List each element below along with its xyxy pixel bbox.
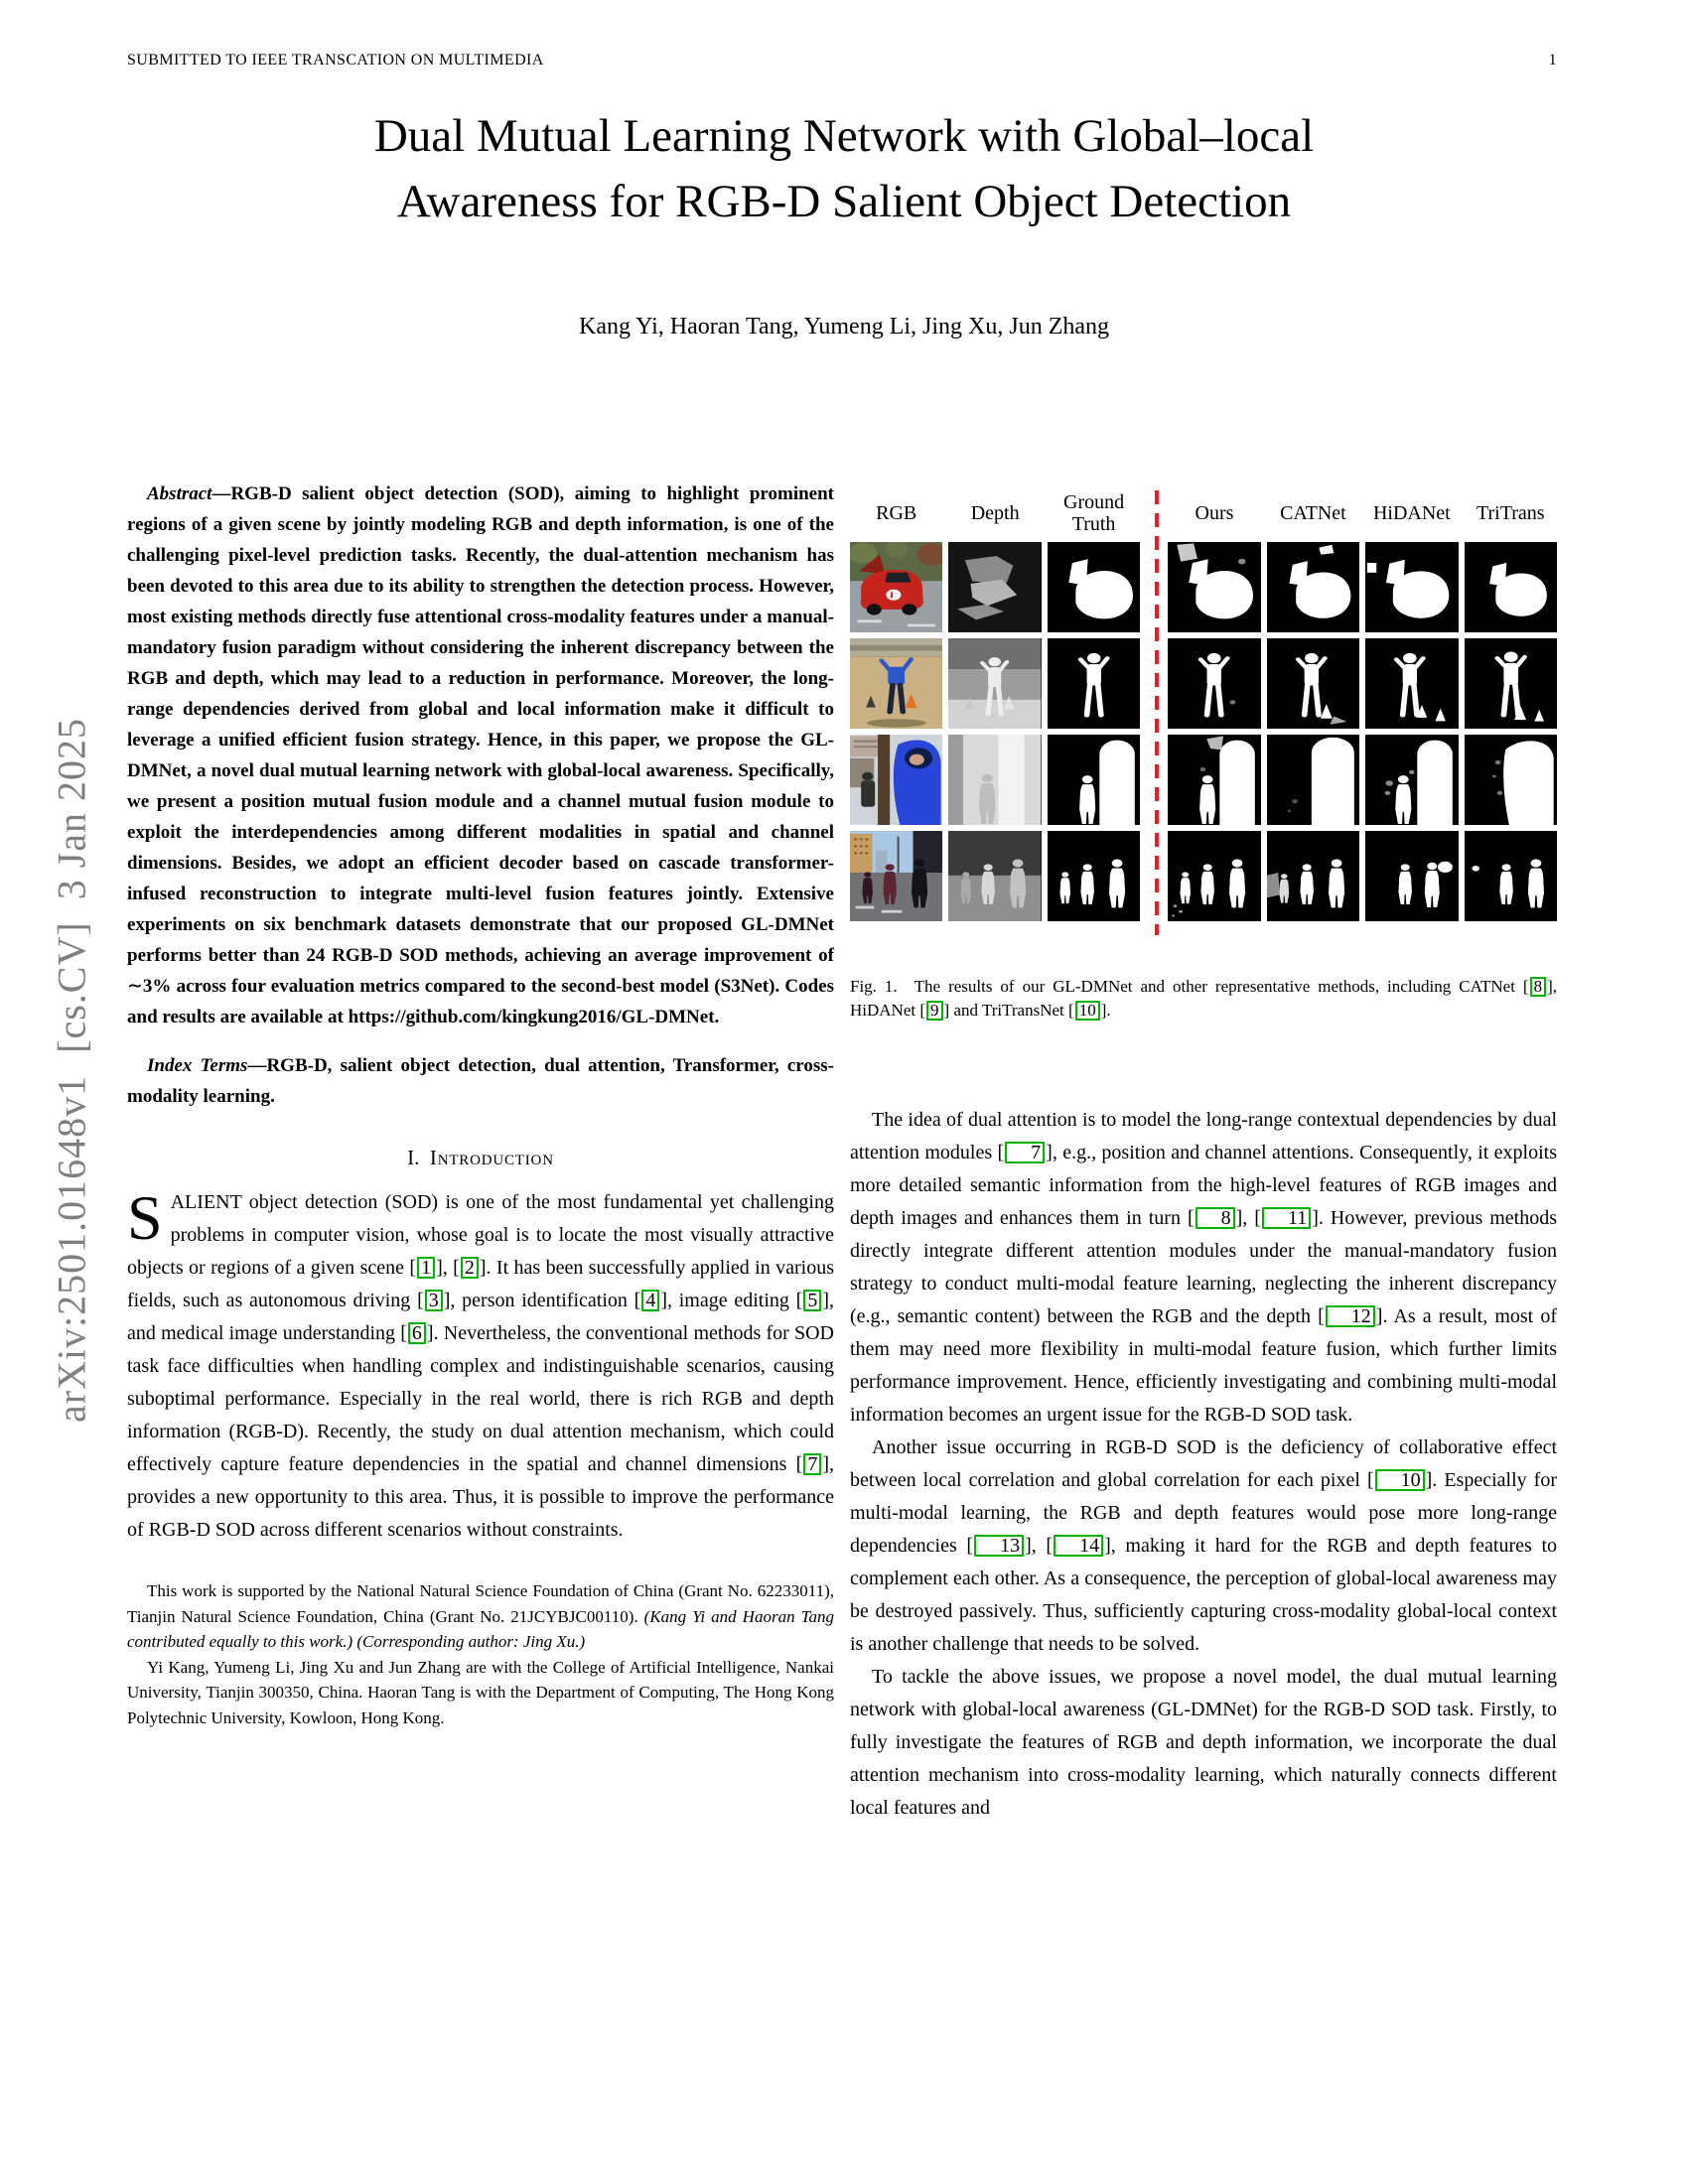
- fig1-col-catnet: CATNet: [1280, 501, 1346, 524]
- fig1-cell-r4-gt: [1048, 831, 1140, 921]
- citation-ref-4[interactable]: 4: [641, 1290, 659, 1311]
- index-terms-label: Index Terms: [147, 1055, 248, 1076]
- fig1-col-depth: Depth: [970, 501, 1020, 524]
- fig1-col-ground-truth: Ground Truth: [1063, 490, 1125, 535]
- citation-ref-9[interactable]: 9: [926, 1001, 943, 1021]
- fig1-cell-r4-catnet: [1267, 831, 1359, 921]
- citation-ref-10[interactable]: 10: [1375, 1469, 1425, 1491]
- fig1-cell-r3-hidanet: [1365, 735, 1458, 825]
- fig1-col-tritrans: TriTrans: [1476, 501, 1545, 524]
- citation-ref-1[interactable]: 1: [417, 1257, 435, 1279]
- fig1-cell-r4-rgb: [850, 831, 942, 921]
- section-title: Introduction: [429, 1146, 554, 1169]
- page-number: 1: [1548, 52, 1557, 68]
- figure-1-caption: Fig. 1. The results of our GL-DMNet and other representative methods, including CATNet [ 8 ], HiDANet [ 9 ] and TriTransNet [ 10 ].: [850, 977, 1557, 1020]
- abstract-label: Abstract: [147, 483, 212, 504]
- fig1-col-hidanet: HiDANet: [1372, 501, 1451, 524]
- right-column-body: [850, 1104, 1557, 1825]
- citation-ref-6[interactable]: 6: [408, 1322, 426, 1344]
- fig1-cell-r1-ours: [1168, 542, 1260, 632]
- fig1-cell-r1-tritrans: [1465, 542, 1557, 632]
- authors-line: Kang Yi, Haoran Tang, Yumeng Li, Jing Xu, Jun Zhang: [578, 314, 1110, 340]
- fig1-cell-r3-ours: [1168, 735, 1260, 825]
- header-journal: SUBMITTED TO IEEE TRANSCATION ON MULTIMEDIA: [127, 52, 544, 68]
- fig1-cell-r2-hidanet: [1365, 638, 1458, 729]
- citation-ref-7[interactable]: 7: [1005, 1142, 1045, 1163]
- figure-1: [850, 478, 1557, 1023]
- fig1-cell-r1-catnet: [1267, 542, 1359, 632]
- dropcap: S: [127, 1182, 163, 1253]
- body-paragraph-dual-attention: The idea of dual attention is to model the long-range contextual dependencies by dual attention modules [ 7 ], e.g., position and channel attentions. Consequently, it exploits more detailed semantic information from the high-level features of RGB images and depth images and enhances them in turn [ 8 ], [ 11 ]. However, previous methods directly integrate different attention modules under the manual-mandatory fusion strategy to conduct multi-modal feature learning, neglecting the inherent discrepancy (e.g., semantic content) between the RGB and the depth [ 12 ]. As a result, most of them may need more flexibility in multi-modal feature fusion, which further limits performance improvement. Hence, efficiently investigating and combining multi-modal information becomes an urgent issue for the RGB-D SOD task.: [850, 1109, 1558, 1426]
- fig1-col-ours: Ours: [1195, 501, 1234, 524]
- fig1-cell-r4-hidanet: [1365, 831, 1458, 921]
- fig1-cell-r4-tritrans: [1465, 831, 1557, 921]
- fig1-cell-r2-tritrans: [1465, 638, 1557, 729]
- body-paragraph-global-local: Another issue occurring in RGB-D SOD is the deficiency of collaborative effect between local correlation and global correlation for each pixel [ 10 ]. Especially for multi-modal learning, the RGB and depth features would pose more long-range dependencies [ 13 ], [ 14 ], making it hard for the RGB and depth features to complement each other. As a consequence, the perception of global-local awareness may be destroyed passively. Thus, sufficiently capturing cross-modality global-local context is another challenge that needs to be solved.: [850, 1436, 1558, 1655]
- citation-ref-13[interactable]: 13: [974, 1535, 1024, 1557]
- footnote-italic-note: (Kang Yi and Haoran Tang contributed equally to this work.) (Corresponding author: Jing Xu.): [127, 1606, 835, 1651]
- citation-ref-3[interactable]: 3: [425, 1290, 443, 1311]
- citation-ref-2[interactable]: 2: [461, 1257, 479, 1279]
- citation-ref-8[interactable]: 8: [1530, 977, 1547, 997]
- citation-ref-12[interactable]: 12: [1326, 1305, 1375, 1327]
- arxiv-identifier: arXiv:2501.01648v1 [cs.CV] 3 Jan 2025: [49, 717, 94, 1424]
- index-terms-paragraph: [127, 1050, 834, 1112]
- fig1-cell-r4-depth: [948, 831, 1041, 921]
- code-repository-link[interactable]: https://github.com/kingkung2016/GL-DMNet: [348, 1007, 715, 1027]
- figure-1-grid: [850, 490, 1557, 921]
- introduction-paragraph: [127, 1182, 835, 1547]
- citation-ref-10[interactable]: 10: [1075, 1001, 1100, 1021]
- fig1-cell-r3-gt: [1048, 735, 1140, 825]
- fig1-cell-r3-rgb: [850, 735, 942, 825]
- fig1-cell-r1-depth: [948, 542, 1041, 632]
- body-paragraph-proposed-model: To tackle the above issues, we propose a novel model, the dual mutual learning network with global-local awareness (GL-DMNet) for the RGB-D SOD task. Firstly, to fully investigate the features of RGB and depth information, we incorporate the dual attention mechanism into cross-modality learning, which naturally connects different local features and: [850, 1666, 1557, 1819]
- citation-ref-11[interactable]: 11: [1262, 1207, 1311, 1229]
- section-number: I.: [407, 1146, 420, 1169]
- introduction-text: ALIENT object detection (SOD) is one of the most fundamental yet challenging problems in computer vision, whose goal is to locate the most visually attractive objects or regions of a given scene [ 1 ], [ 2 ]. It has been successfully applied in various fields, such as autonomous driving [ 3 ], person identification [ 4 ], image editing [ 5 ], and medical image understanding [ 6 ]. Nevertheless, the conventional methods for SOD task face difficulties when handling complex and indistinguishable scenarios, causing suboptimal performance. Especially in the real world, there is rich RGB and depth information (RGB-D). Recently, the study on dual attention mechanism, which could effectively capture feature dependencies in the spatial and channel dimensions [ 7 ], provides a new opportunity to this area. Thus, it is possible to improve the performance of RGB-D SOD across different scenarios without constraints.: [127, 1191, 835, 1541]
- footnote-funding: This work is supported by the National Natural Science Foundation of China (Grant No. 62233011), Tianjin Natural Science Foundation, China (Grant No. 21JCYBJC00110). (Kang Yi and Haoran Tang contributed equally to this work.) (Corresponding author: Jing Xu.): [127, 1581, 835, 1651]
- fig1-cell-r1-hidanet: [1365, 542, 1458, 632]
- citation-ref-8[interactable]: 8: [1196, 1207, 1235, 1229]
- fig1-cell-r1-rgb: [850, 542, 942, 632]
- running-header: [127, 52, 1557, 69]
- citation-ref-14[interactable]: 14: [1054, 1535, 1103, 1557]
- fig1-cell-r2-gt: [1048, 638, 1140, 729]
- fig1-cell-r4-ours: [1168, 831, 1260, 921]
- fig1-cell-r2-rgb: [850, 638, 942, 729]
- fig1-cell-r3-tritrans: [1465, 735, 1557, 825]
- paper-title-line2: Awareness for RGB-D Salient Object Detection: [396, 176, 1292, 227]
- fig1-cell-r1-gt: [1048, 542, 1140, 632]
- footnote-affiliations: Yi Kang, Yumeng Li, Jing Xu and Jun Zhang are with the College of Artificial Intelligence, Nankai University, Tianjin 300350, China. Haoran Tang is with the Department of Computing, The Hong Kong Polytechnic University, Kowloon, Hong Kong.: [127, 1657, 834, 1727]
- footnote-block: [127, 1578, 834, 1730]
- citation-ref-5[interactable]: 5: [803, 1290, 821, 1311]
- section-heading-introduction: [127, 1146, 834, 1170]
- paper-title-line1: Dual Mutual Learning Network with Global–local: [373, 110, 1315, 162]
- abstract-paragraph: [127, 478, 834, 1032]
- citation-ref-7[interactable]: 7: [803, 1453, 821, 1475]
- fig1-col-rgb: RGB: [876, 501, 917, 524]
- paper-title: [0, 103, 1688, 234]
- right-column: [850, 478, 1557, 1825]
- fig1-cell-r2-catnet: [1267, 638, 1359, 729]
- fig1-cell-r2-ours: [1168, 638, 1260, 729]
- index-terms-text: —RGB-D, salient object detection, dual attention, Transformer, cross-modality learning.: [127, 1055, 834, 1107]
- gt-prediction-divider-line: [1155, 490, 1159, 935]
- abstract-text: —RGB-D salient object detection (SOD), aiming to highlight prominent regions of a given scene by jointly modeling RGB and depth information, is one of the challenging pixel-level prediction tasks. Recently, the dual-attention mechanism has been devoted to this area due to its ability to strengthen the detection process. However, most existing methods directly fuse attentional cross-modality features under a manual-mandatory fusion paradigm without considering the inherent discrepancy between the RGB and depth, which may lead to a reduction in performance. Moreover, the long-range dependencies derived from global and local information make it difficult to leverage a unified efficient fusion strategy. Hence, in this paper, we propose the GL-DMNet, a novel dual mutual learning network with global-local awareness. Specifically, we present a position mutual fusion module and a channel mutual fusion module to exploit the interdependencies among different modalities in spatial and channel dimensions. Besides, we adopt an efficient decoder based on cascade transformer-infused reconstruction to integrate multi-level fusion features jointly. Extensive experiments on six benchmark datasets demonstrate that our proposed GL-DMNet performs better than 24 RGB-D SOD methods, achieving an average improvement of ∼3% across four evaluation metrics compared to the second-best model (S3Net). Codes and results are available at https://github.com/kingkung2016/GL-DMNet.: [127, 483, 834, 1027]
- left-column: [127, 478, 834, 1730]
- fig1-cell-r2-depth: [948, 638, 1041, 729]
- fig1-cell-r3-depth: [948, 735, 1041, 825]
- fig1-cell-r3-catnet: [1267, 735, 1359, 825]
